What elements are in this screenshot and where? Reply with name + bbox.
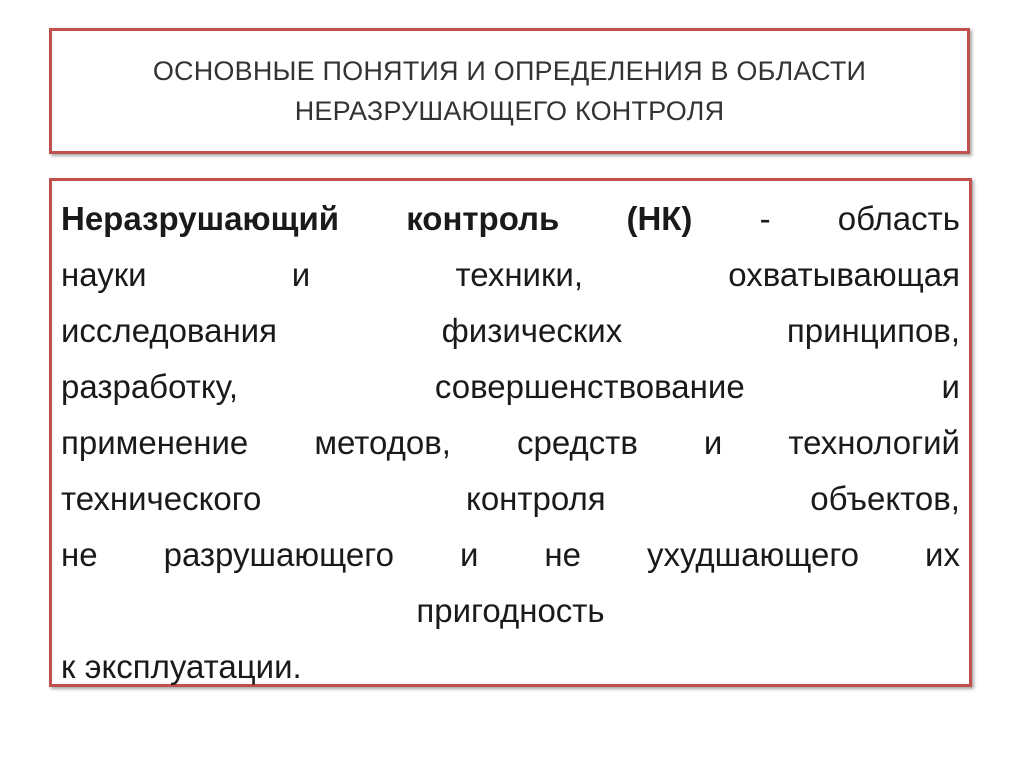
word: исследования xyxy=(61,312,277,349)
word-oblast: область xyxy=(837,200,960,237)
definition-line-1 xyxy=(61,191,960,247)
word: принципов, xyxy=(786,312,960,349)
word: пригодность xyxy=(416,592,605,629)
definition-line-5 xyxy=(61,415,960,471)
word: техники, xyxy=(455,256,584,293)
word: физических xyxy=(441,312,623,349)
definition-line-3 xyxy=(61,303,960,359)
definition-box xyxy=(49,178,972,687)
word: средств xyxy=(516,424,638,461)
word: совершенствование xyxy=(434,368,745,405)
word: не xyxy=(544,536,581,573)
word: и xyxy=(459,536,479,573)
title-box xyxy=(49,28,970,154)
word: ухудшающего xyxy=(646,536,860,573)
word: применение xyxy=(61,424,249,461)
word: науки xyxy=(61,256,147,293)
word: не xyxy=(61,536,98,573)
term-word-1: Неразрушающий xyxy=(61,200,340,237)
definition-line-7 xyxy=(61,527,960,583)
definition-line-8 xyxy=(61,583,960,639)
word: контроля xyxy=(466,480,606,517)
word: технического xyxy=(61,480,262,517)
word: методов, xyxy=(314,424,451,461)
word: объектов, xyxy=(810,480,960,517)
word: технологий xyxy=(788,424,960,461)
definition-line-6 xyxy=(61,471,960,527)
word: охватывающая xyxy=(728,256,960,293)
word: и xyxy=(703,424,723,461)
term-word-2: контроль xyxy=(406,200,560,237)
definition-line-9 xyxy=(61,639,960,695)
word: к эксплуатации. xyxy=(61,648,302,685)
word: и xyxy=(941,368,960,405)
word: разработку, xyxy=(61,368,238,405)
title-line-1: ОСНОВНЫЕ ПОНЯТИЯ И ОПРЕДЕЛЕНИЯ В ОБЛАСТИ xyxy=(152,56,867,86)
term-abbreviation: (НК) xyxy=(626,200,693,237)
definition-line-2 xyxy=(61,247,960,303)
definition-line-4 xyxy=(61,359,960,415)
word: их xyxy=(925,536,960,573)
word: и xyxy=(291,256,311,293)
title-line-2: НЕРАЗРУШАЮЩЕГО КОНТРОЛЯ xyxy=(294,96,725,126)
definition-dash: - xyxy=(759,200,771,237)
word: разрушающего xyxy=(163,536,394,573)
